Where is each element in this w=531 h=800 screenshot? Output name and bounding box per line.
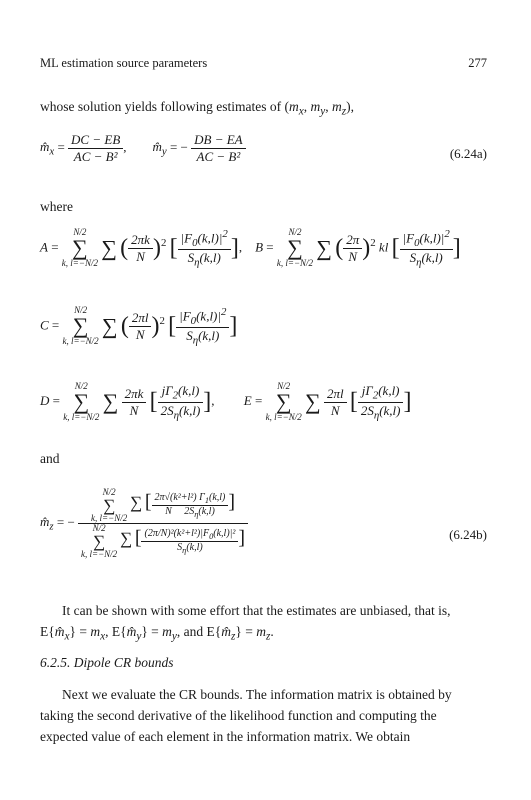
mx-denominator: AC − B²	[68, 148, 123, 165]
and-text: and	[40, 451, 60, 466]
running-header	[40, 56, 487, 71]
equation-D-E: D = N/2 ∑ k, l=−N/2 ∑ $\frac{2\pi k}{N}$ [ $\frac{j\Gamma_2(k,l)}{2S_\eta(k,l)}$ ], E = N/2 ∑ k, l=−N/2 ∑ $\frac{2\pi l}{N}$ [ $\frac{j\Gamma_2(k,l)}{2S_\eta(k,l)}$ ]	[40, 381, 412, 422]
where-text: where	[40, 199, 73, 214]
page-number: 277	[468, 56, 487, 70]
my-denominator: AC − B²	[191, 148, 245, 165]
equation-A-B: A = N/2 ∑ k, l=−N/2 ∑ ( $\frac{2\pi k}{N}$ )$^2$ [ $\frac{|F_0(k,l)|^2}{S_\eta(k,l)}$ ], B = N/2 ∑ k, l=−N/2 ∑ ( $\frac{2\pi}{N}$ )$^2$ kl [ $\frac{|F_0(k,l)|^2}{S_\eta(k,l)}$ ]	[40, 227, 461, 269]
paragraph-cr-bounds: Next we evaluate the CR bounds. The information matrix is obtained by taking the second derivative of the likelihood function and computing the expected value of each element in the information matrix. We obtain	[40, 687, 452, 744]
equation-6-24b: $m̂_z$ = − N/2 ∑ k, l=−N/2 ∑ [ $\frac{2\pi√(k^2+l^2) \Gamma_1(k,l)}{N 2S_\eta(k,l)}$ ] N/2 ∑ k, l=−N/2 ∑ [ $\frac{(2\pi/N)^2(k^2+l^2)|F_0(k,l)|^2}{S_\eta(k,l)}$ ]	[40, 488, 487, 559]
equation-C: C = N/2 ∑ k, l=−N/2 ∑ ( $\frac{2\pi l}{N}$ )$^2$ [ $\frac{|F_0(k,l)|^2}{S_\eta(k,l)}$ ]	[40, 305, 238, 347]
equation-label-6-24a: (6.24a)	[449, 146, 487, 161]
equation-label-6-24b: (6.24b)	[449, 527, 487, 542]
paragraph-unbiased: It can be shown with some effort that the estimates are unbiased, that is, $E\{m̂_x\} = m_x$, $E\{m̂_y\} = m_y$, and $E\{m̂_z\} = m_z$.	[40, 603, 451, 643]
my-numerator: DB − EA	[194, 132, 243, 147]
header-title: ML estimation source parameters	[40, 56, 208, 70]
mx-fraction	[68, 132, 123, 165]
intro-sentence: whose solution yields following estimates of ($m_x$, $m_y$, $m_z$),	[40, 99, 354, 118]
mx-numerator: DC − EB	[71, 132, 121, 147]
section-heading: 6.2.5. Dipole CR bounds	[40, 655, 174, 670]
equation-6-24a: $m̂_x$ = $\frac{DC - EB}{\text{AC − B²}}$ , $m̂_y$ = − $\frac{DB - EA}{\text{AC − B²}}$	[40, 132, 487, 165]
my-fraction	[191, 132, 245, 165]
